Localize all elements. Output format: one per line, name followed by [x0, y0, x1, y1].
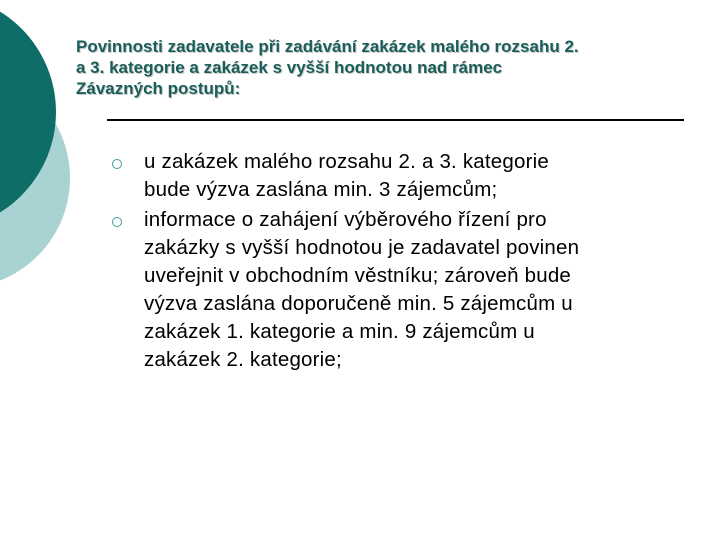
bullet-list	[112, 148, 682, 374]
bullet-line: informace o zahájení výběrového řízení pro	[144, 208, 547, 231]
bullet-line: zakázek 1. kategorie a min. 9 zájemcům u	[144, 320, 535, 343]
bullet-line: zakázky s vyšší hodnotou je zadavatel povinen	[144, 236, 580, 259]
bullet-line: uveřejnit v obchodním věstníku; zároveň bude	[144, 264, 572, 287]
hollow-circle-bullet-icon	[112, 159, 122, 169]
bullet-line: u zakázek malého rozsahu 2. a 3. kategorie	[144, 150, 549, 173]
title-line: Závazných postupů:	[76, 79, 241, 98]
slide-title	[76, 36, 686, 99]
bullet-line: zakázek 2. kategorie;	[144, 348, 342, 371]
bullet-item	[112, 148, 682, 204]
bullet-line: výzva zaslána doporučeně min. 5 zájemcům u	[144, 292, 573, 315]
title-line: a 3. kategorie a zakázek s vyšší hodnotou nad rámec	[76, 58, 503, 77]
title-underline	[107, 119, 684, 121]
title-line: Povinnosti zadavatele při zadávání zakázek malého rozsahu 2.	[76, 37, 579, 56]
bullet-line: bude výzva zaslána min. 3 zájemcům;	[144, 178, 498, 201]
hollow-circle-bullet-icon	[112, 217, 122, 227]
bullet-item	[112, 206, 682, 374]
